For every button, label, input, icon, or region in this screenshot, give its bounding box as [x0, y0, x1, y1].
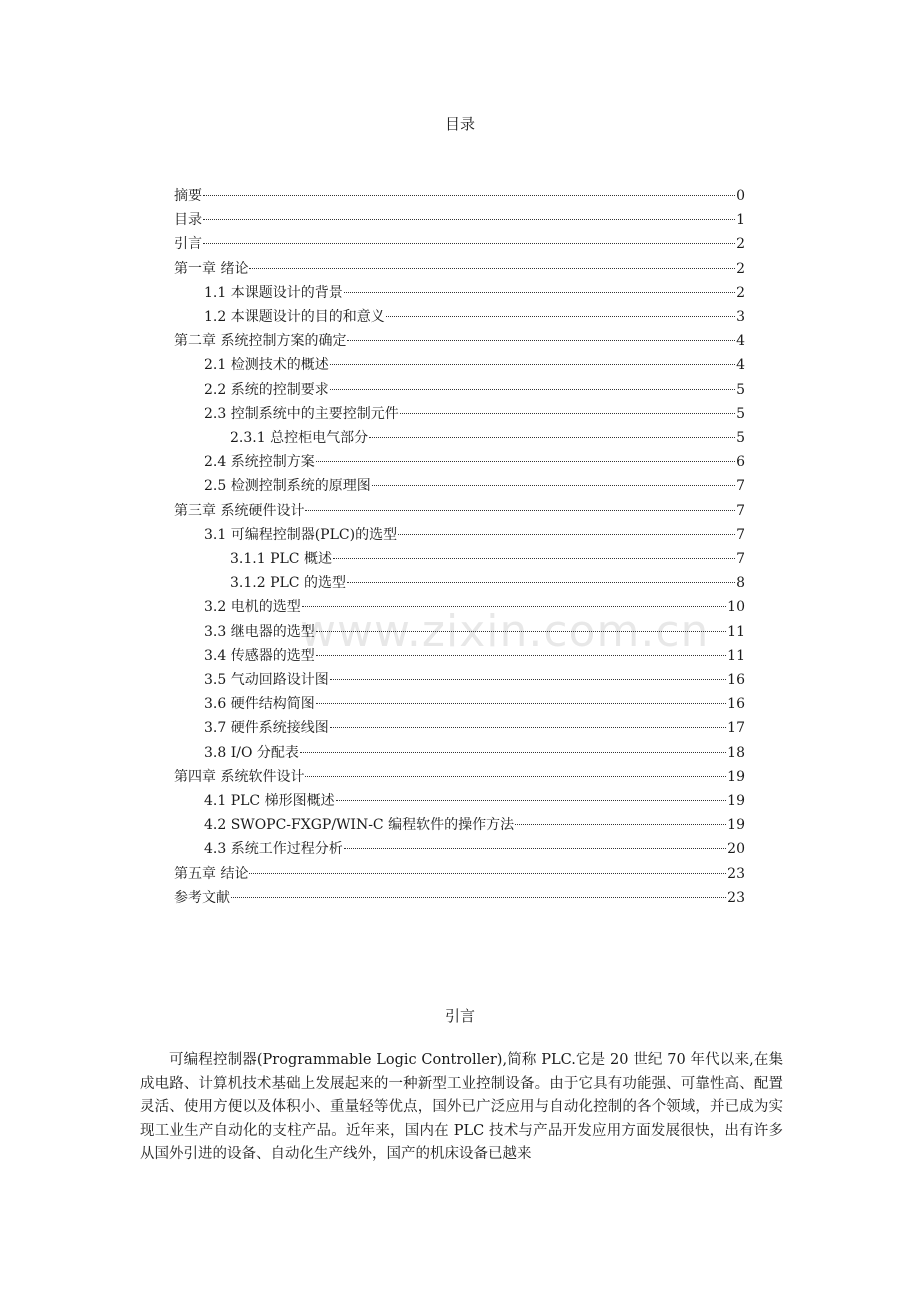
toc-leader-dots [203, 194, 735, 196]
toc-leader-dots [203, 242, 735, 244]
toc-entry-title: 第四章 系统软件设计 [174, 768, 305, 785]
toc-entry-title: 2.3 控制系统中的主要控制元件 [204, 405, 399, 422]
toc-entry[interactable] [204, 741, 745, 765]
toc-entry-page: 7 [736, 551, 745, 567]
toc-entry-title: 1.1 本课题设计的背景 [204, 284, 343, 301]
toc-leader-dots [231, 896, 726, 898]
toc-entry-page: 10 [727, 599, 745, 616]
toc-leader-dots [330, 726, 726, 728]
intro-title: 引言 [444, 1007, 475, 1025]
watermark: www.zixin.com.cn [300, 606, 710, 657]
toc-entry-title: 3.2 电机的选型 [204, 599, 301, 616]
toc-entry-title: 2.1 检测技术的概述 [204, 357, 329, 374]
toc-entry[interactable] [204, 523, 745, 547]
toc-entry[interactable] [204, 668, 745, 692]
toc-entry[interactable] [230, 571, 745, 595]
toc-leader-dots [347, 581, 735, 583]
toc-leader-dots [347, 339, 735, 341]
toc-leader-dots [515, 823, 726, 825]
toc-entry[interactable] [174, 329, 745, 353]
toc-entry-page: 23 [727, 889, 745, 906]
toc-entry[interactable] [174, 862, 745, 886]
toc-entry[interactable] [204, 281, 745, 305]
toc-entry-page: 5 [736, 405, 745, 422]
toc-leader-dots [398, 533, 735, 535]
toc-entry-title: 4.1 PLC 梯形图概述 [204, 793, 335, 809]
toc-leader-dots [300, 751, 726, 753]
toc-entry[interactable] [174, 499, 745, 523]
toc-entry-title: 2.5 检测控制系统的原理图 [204, 478, 371, 495]
toc-entry-page: 3 [736, 309, 745, 325]
toc-leader-dots [386, 315, 735, 317]
toc-leader-dots [305, 775, 726, 777]
toc-leader-dots [330, 678, 726, 680]
toc-entry-page: 7 [736, 502, 745, 519]
toc-leader-dots [344, 847, 726, 849]
toc-entry-title: 3.1.2 PLC 的选型 [230, 575, 346, 592]
toc-entry-title: 1.2 本课题设计的目的和意义 [204, 309, 385, 325]
intro-paragraph: 可编程控制器(Programmable Logic Controller),简称 PLC.它是 20 世纪 70 年代以来,在集成电路、计算机技术基础上发展起来的一种新型工业控制设备。由于它具有功能强、可靠性高、配置灵活、使用方便以及体积小、重量轻等优点，国外已广泛应用与自动化控制的各个领域，并已成为实现工业生产自动化的支柱产品。近年来，国内在 PLC 技术与产品开发应用方面发展很快，出有许多从国外引进的设备、自动化生产线外，国产的机床设备已越来 [140, 1052, 783, 1162]
toc-entry[interactable] [204, 692, 745, 716]
toc-entry-page: 11 [727, 647, 745, 664]
toc-entry[interactable] [230, 547, 745, 571]
toc-entry-title: 3.4 传感器的选型 [204, 647, 315, 664]
toc-entry[interactable] [204, 716, 745, 740]
toc-entry[interactable] [204, 402, 745, 426]
toc-entry-page: 8 [736, 575, 745, 592]
toc-entry[interactable] [204, 378, 745, 402]
toc-entry-page: 6 [736, 454, 745, 471]
toc-leader-dots [316, 460, 735, 462]
toc-entry-page: 7 [736, 526, 745, 543]
toc-entry-title: 第三章 系统硬件设计 [174, 502, 305, 519]
toc-entry[interactable] [204, 789, 745, 813]
toc-entry[interactable] [204, 813, 745, 837]
toc-entry-page: 19 [727, 817, 745, 834]
toc-entry[interactable] [204, 837, 745, 861]
toc-entry[interactable] [204, 474, 745, 498]
toc-entry-title: 3.6 硬件结构简图 [204, 696, 315, 713]
toc-entry-title: 参考文献 [174, 889, 230, 906]
toc-entry-title: 3.8 I/O 分配表 [204, 744, 299, 761]
toc-leader-dots [330, 363, 735, 365]
toc-leader-dots [203, 218, 735, 220]
toc-entry-page: 4 [736, 357, 745, 374]
toc-entry-page: 19 [727, 768, 745, 785]
toc-entry-page: 19 [727, 793, 745, 809]
toc-entry-title: 4.2 SWOPC-FXGP/WIN-C 编程软件的操作方法 [204, 817, 515, 834]
toc-entry-page: 2 [736, 260, 745, 277]
toc-entry-page: 1 [736, 212, 745, 229]
toc-leader-dots [369, 436, 735, 438]
toc-entry-page: 16 [727, 672, 745, 688]
toc-entry-page: 11 [727, 623, 745, 640]
toc-entry-page: 5 [736, 430, 745, 446]
toc-leader-dots [330, 388, 735, 390]
toc-entry-title: 3.1.1 PLC 概述 [230, 551, 332, 567]
toc-entry-title: 第一章 绪论 [174, 260, 249, 277]
toc-leader-dots [249, 267, 735, 269]
toc-leader-dots [336, 799, 727, 801]
toc-entry-title: 3.7 硬件系统接线图 [204, 720, 329, 737]
toc-entry-page: 2 [736, 284, 745, 301]
toc-entry-page: 7 [736, 478, 745, 495]
toc-title: 目录 [444, 115, 475, 133]
toc-entry-page: 16 [727, 696, 745, 713]
toc-entry[interactable] [230, 426, 745, 450]
toc-leader-dots [400, 412, 735, 414]
toc-entry-title: 第二章 系统控制方案的确定 [174, 333, 347, 350]
toc-entry[interactable] [174, 765, 745, 789]
toc-leader-dots [372, 484, 735, 486]
toc-entry-title: 2.2 系统的控制要求 [204, 381, 329, 398]
toc-entry[interactable] [204, 450, 745, 474]
toc-entry[interactable] [174, 232, 745, 256]
toc-entry-title: 4.3 系统工作过程分析 [204, 841, 343, 858]
toc-entry-title: 引言 [174, 236, 202, 253]
toc-entry-title: 第五章 结论 [174, 865, 249, 882]
toc-entry-page: 20 [727, 841, 745, 858]
toc-entry-title: 摘要 [174, 188, 202, 204]
toc-entry-title: 2.4 系统控制方案 [204, 454, 315, 471]
toc-leader-dots [305, 509, 735, 511]
toc-entry[interactable] [204, 353, 745, 377]
toc-entry-page: 2 [736, 236, 745, 253]
toc-leader-dots [333, 557, 735, 559]
toc-entry-page: 4 [736, 333, 745, 350]
toc-leader-dots [316, 702, 726, 704]
toc-entry[interactable] [174, 208, 745, 232]
toc-entry[interactable] [174, 257, 745, 281]
toc-entry-page: 17 [727, 720, 745, 737]
toc-entry-page: 0 [736, 188, 745, 204]
toc-leader-dots [249, 872, 726, 874]
toc-entry-page: 23 [727, 865, 745, 882]
toc-entry-title: 3.1 可编程控制器(PLC)的选型 [204, 526, 398, 543]
toc-entry-title: 2.3.1 总控柜电气部分 [230, 430, 369, 446]
toc-leader-dots [344, 291, 735, 293]
toc-entry[interactable] [174, 184, 745, 208]
toc-entry[interactable] [204, 305, 745, 329]
toc-entry-title: 3.3 继电器的选型 [204, 623, 315, 640]
toc-entry-title: 3.5 气动回路设计图 [204, 672, 329, 688]
toc-entry-title: 目录 [174, 212, 202, 229]
toc-entry-page: 18 [727, 744, 745, 761]
toc-entry-page: 5 [736, 381, 745, 398]
toc-entry[interactable] [174, 886, 745, 910]
